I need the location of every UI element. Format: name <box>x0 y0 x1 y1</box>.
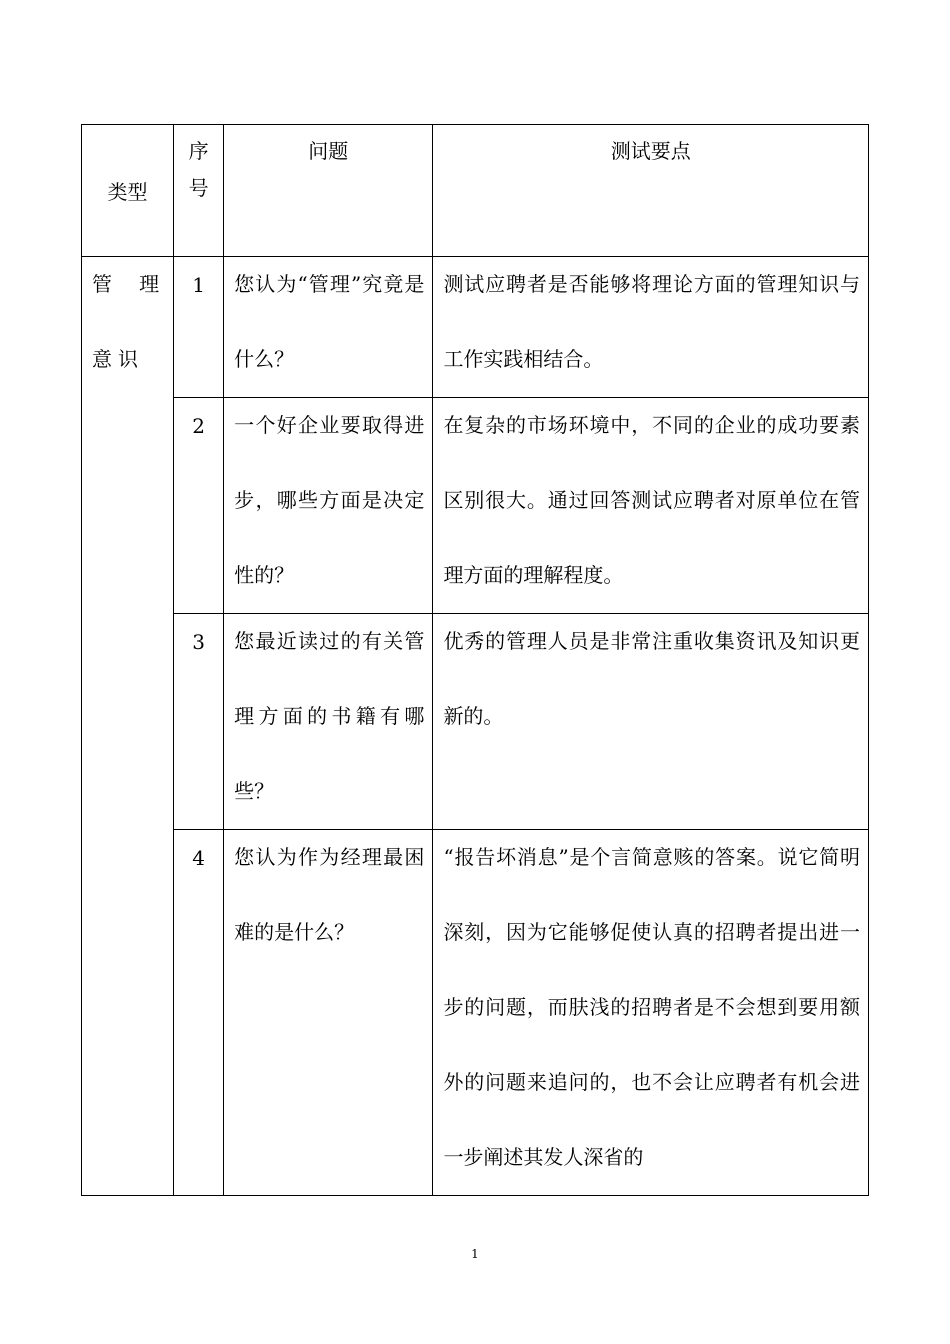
header-row <box>82 125 869 257</box>
header-type: 类型 <box>82 125 174 257</box>
header-question: 问题 <box>224 125 433 257</box>
row-number: 2 <box>174 398 224 614</box>
test-point-cell <box>433 614 869 830</box>
table-row <box>82 257 869 398</box>
category-label: 管理意识 <box>92 272 166 371</box>
table-row <box>82 830 869 1196</box>
category-cell <box>82 257 174 1196</box>
test-point-cell <box>433 830 869 1196</box>
header-number <box>174 125 224 257</box>
question-cell <box>224 614 433 830</box>
table-row <box>82 614 869 830</box>
question-text: 您最近读过的有关管理方面的书籍有哪些？ <box>234 629 425 803</box>
test-point-text: 在复杂的市场环境中，不同的企业的成功要素区别很大。通过回答测试应聘者对原单位在管理方面的理解程度。 <box>443 413 860 587</box>
question-text: 您认为作为经理最困难的是什么？ <box>234 845 425 944</box>
question-cell <box>224 257 433 398</box>
table-row <box>82 398 869 614</box>
question-text: 您认为“管理”究竟是什么？ <box>234 272 425 371</box>
question-cell <box>224 830 433 1196</box>
row-number: 3 <box>174 614 224 830</box>
question-cell <box>224 398 433 614</box>
interview-questions-table <box>81 124 869 1196</box>
header-test-point: 测试要点 <box>433 125 869 257</box>
header-number-line2: 号 <box>188 176 209 200</box>
test-point-text: “报告坏消息”是个言简意赅的答案。说它简明深刻，因为它能够促使认真的招聘者提出进一步的问题，而肤浅的招聘者是不会想到要用额外的问题来追问的，也不会让应聘者有机会进一步阐述其发人深省的 <box>443 845 860 1169</box>
row-number: 4 <box>174 830 224 1196</box>
header-number-line1: 序 <box>188 139 209 163</box>
test-point-text: 优秀的管理人员是非常注重收集资讯及知识更新的。 <box>443 629 860 728</box>
page-number: 1 <box>471 1247 479 1261</box>
row-number: 1 <box>174 257 224 398</box>
test-point-text: 测试应聘者是否能够将理论方面的管理知识与工作实践相结合。 <box>443 272 860 371</box>
test-point-cell <box>433 398 869 614</box>
test-point-cell <box>433 257 869 398</box>
question-text: 一个好企业要取得进步，哪些方面是决定性的？ <box>234 413 425 587</box>
